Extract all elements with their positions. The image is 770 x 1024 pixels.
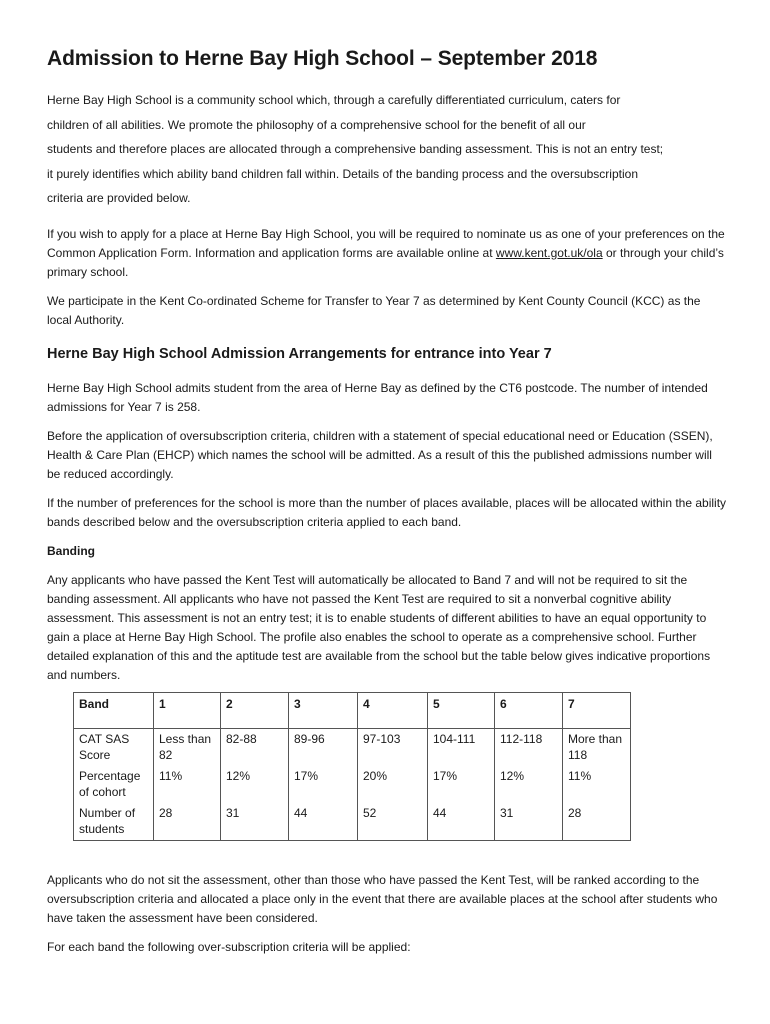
- table-cell: 82-88: [221, 728, 289, 766]
- preferences-paragraph: If the number of preferences for the school is more than the number of places available, places will be allocated within the ability bands described below and the oversubscription criteria applied to each band.: [47, 495, 727, 529]
- table-cell: Less than 82: [154, 728, 221, 766]
- ssen-paragraph: Before the application of oversubscription criteria, children with a statement of special educational need or Education (SSEN), Health & Care Plan (EHCP) which names the school will be admitted. As a result of this the published admissions number will be reduced accordingly.: [47, 428, 713, 481]
- apply-text-after: or through your child’s primary school.: [47, 245, 724, 279]
- table-cell: 31: [495, 803, 563, 841]
- table-cell: 11%: [154, 766, 221, 803]
- table-header-row: [74, 692, 631, 728]
- table-cell: 44: [428, 803, 495, 841]
- table-cell: 3: [289, 692, 358, 728]
- intro-paragraph: [47, 88, 727, 211]
- table-cell: 12%: [221, 766, 289, 803]
- kent-ola-link[interactable]: www.kent.got.uk/ola: [495, 245, 603, 260]
- table-cell: 104-111: [428, 728, 495, 766]
- not-sit-paragraph: Applicants who do not sit the assessment, other than those who have passed the Kent Test, will be ranked according to the oversubscription criteria and allocated a place only in the event that there are available places at the school after students who have taken the assessment have been considered.: [47, 872, 718, 925]
- table-cell: 7: [563, 692, 631, 728]
- apply-text: If you wish to apply for a place at Herne Bay High School, you will be required to nominate us as one of your preferences on the Common Application Form. Information and application forms are available online at: [47, 226, 725, 260]
- table-cell: 112-118: [495, 728, 563, 766]
- table-cell: 5: [428, 692, 495, 728]
- table-cell: 28: [154, 803, 221, 841]
- table-cell: 89-96: [289, 728, 358, 766]
- table-cell: 6: [495, 692, 563, 728]
- each-band-paragraph: For each band the following over-subscription criteria will be applied:: [47, 939, 411, 954]
- table-row: [74, 728, 631, 766]
- document-page: [47, 44, 727, 967]
- table-cell: 97-103: [358, 728, 428, 766]
- table-cell: 20%: [358, 766, 428, 803]
- scheme-paragraph: We participate in the Kent Co-ordinated Scheme for Transfer to Year 7 as determined by Kent County Council (KCC) as the local Authority.: [47, 293, 701, 327]
- table-cell: 4: [358, 692, 428, 728]
- table-cell: 1: [154, 692, 221, 728]
- table-cell: 31: [221, 803, 289, 841]
- intro-line: criteria are provided below.: [47, 191, 191, 205]
- intro-line: students and therefore places are allocated through a comprehensive banding assessment. This is not an entry test;: [47, 142, 664, 156]
- table-cell: Percentage of cohort: [74, 766, 154, 803]
- table-cell: 11%: [563, 766, 631, 803]
- apply-paragraph: [47, 225, 727, 282]
- table-cell: 17%: [428, 766, 495, 803]
- admits-paragraph: Herne Bay High School admits student from the area of Herne Bay as defined by the CT6 postcode. The number of intended admissions for Year 7 is 258.: [47, 380, 708, 414]
- table-cell: 28: [563, 803, 631, 841]
- intro-line: Herne Bay High School is a community school which, through a carefully differentiated curriculum, caters for: [47, 93, 621, 107]
- table-cell: 17%: [289, 766, 358, 803]
- table-cell: 2: [221, 692, 289, 728]
- page-title: Admission to Herne Bay High School – September 2018: [47, 47, 598, 70]
- table-cell: 44: [289, 803, 358, 841]
- banding-heading: Banding: [47, 543, 95, 558]
- table-cell: 12%: [495, 766, 563, 803]
- intro-line: it purely identifies which ability band children fall within. Details of the banding process and the oversubscription: [47, 166, 638, 181]
- table-row: [74, 803, 631, 841]
- table-cell: 52: [358, 803, 428, 841]
- banding-table: [73, 692, 631, 841]
- banding-paragraph: Any applicants who have passed the Kent Test will automatically be allocated to Band 7 and will not be required to sit the banding assessment. All applicants who have not passed the Kent Test are required to sit a nonverbal cognitive ability assessment. This assessment is not an entry test; it is to enable students of different abilities to have an equal opportunity to gain a place at Herne Bay High School. The profile also enables the school to operate as a comprehensive school. Further detailed explanation of this and the aptitude test are available from the school but the table below gives indicative proportions and numbers.: [47, 572, 711, 682]
- table-cell: Band: [74, 692, 154, 728]
- table-cell: More than 118: [563, 728, 631, 766]
- table-cell: CAT SAS Score: [74, 728, 154, 766]
- table-row: [74, 766, 631, 803]
- section-heading: Herne Bay High School Admission Arrangements for entrance into Year 7: [47, 345, 552, 362]
- intro-line: children of all abilities. We promote the philosophy of a comprehensive school for the benefit of all our: [47, 117, 586, 132]
- table-cell: Number of students: [74, 803, 154, 841]
